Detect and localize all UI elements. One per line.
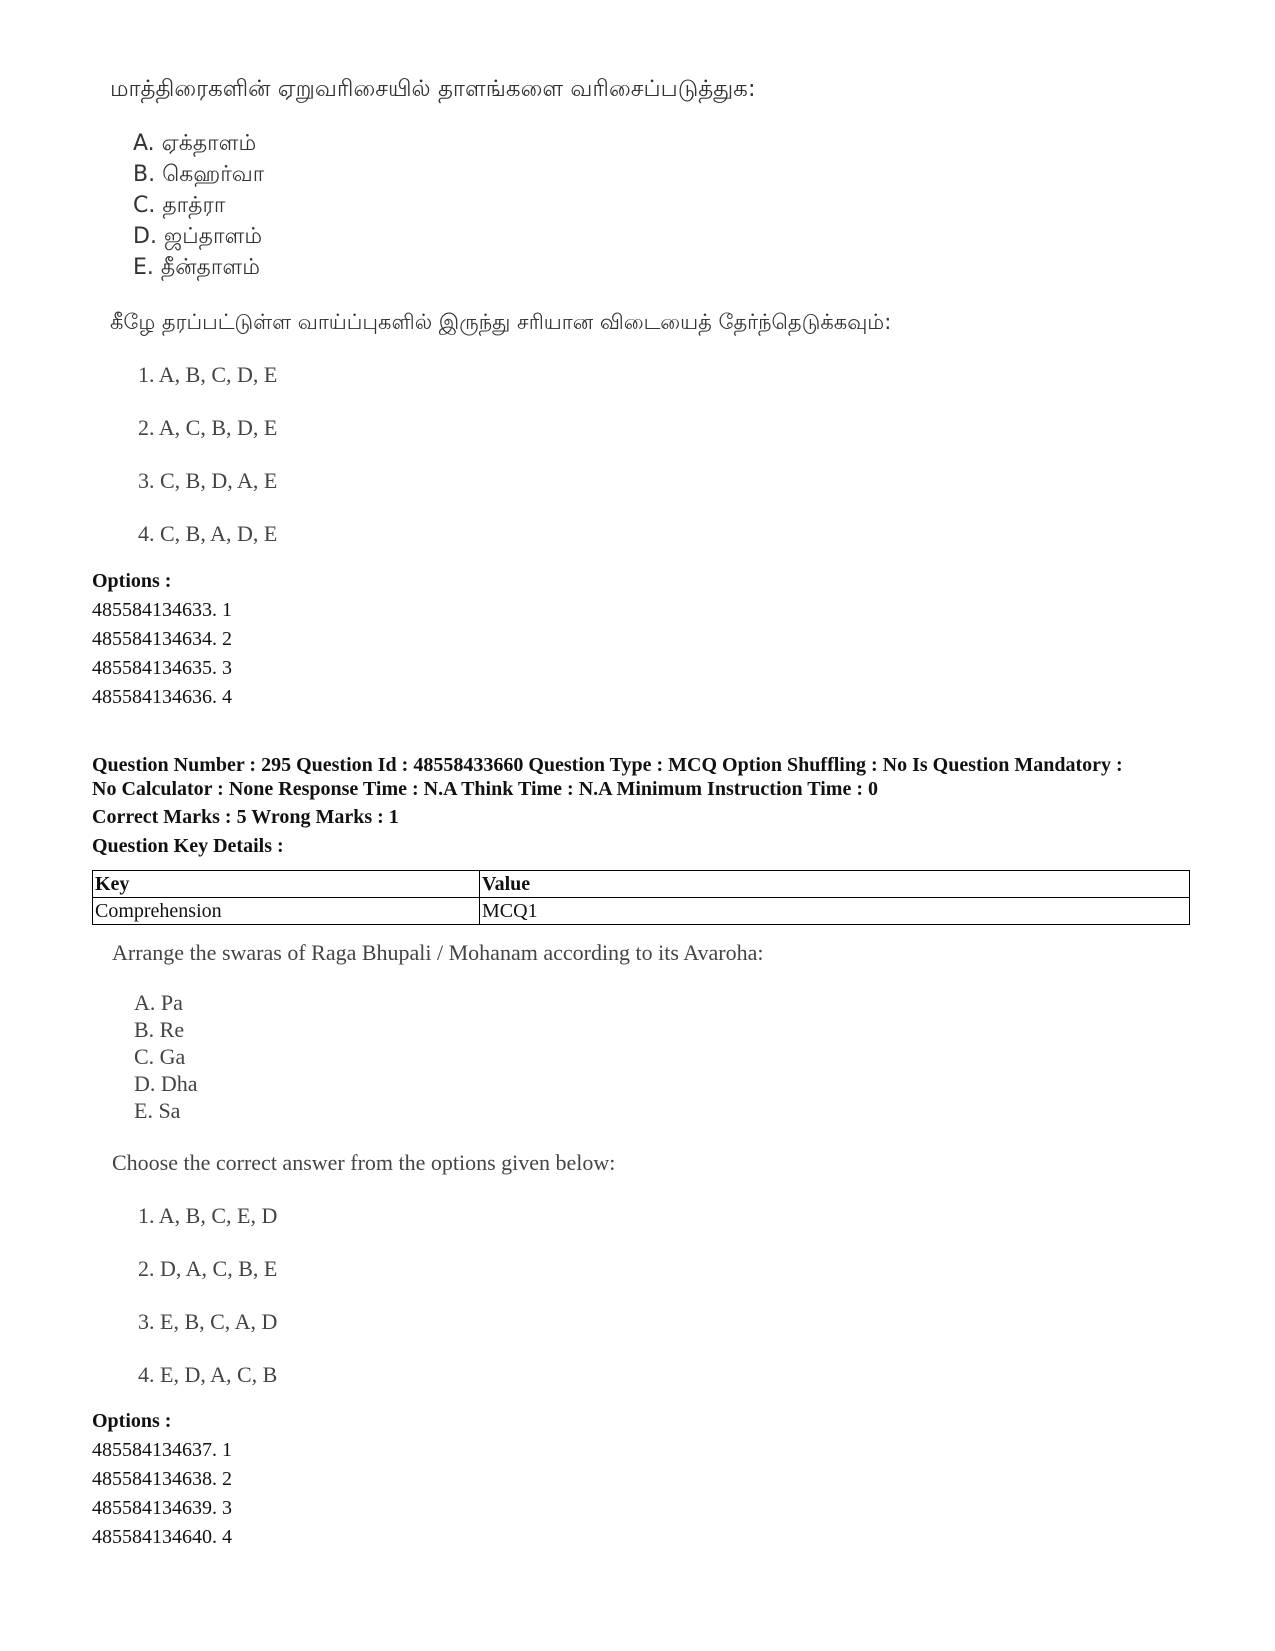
q2-answer-3: 3. E, B, C, A, D bbox=[138, 1309, 278, 1334]
q2-item-a: A. Pa bbox=[134, 990, 183, 1015]
q2-option-2: 485584134638. 2 bbox=[92, 1468, 232, 1490]
q2-answer-2: 2. D, A, C, B, E bbox=[138, 1256, 278, 1281]
table-cell-key: Comprehension bbox=[93, 898, 480, 925]
q2-options-label: Options : bbox=[92, 1410, 172, 1432]
q1-answer-1: 1. A, B, C, D, E bbox=[138, 362, 278, 387]
q1-option-1: 485584134633. 1 bbox=[92, 599, 232, 621]
table-header-key: Key bbox=[93, 871, 480, 898]
q2-item-c: C. Ga bbox=[134, 1044, 186, 1069]
q2-instruction: Choose the correct answer from the options given below: bbox=[112, 1150, 616, 1175]
q2-meta-line-2: No Calculator : None Response Time : N.A Think Time : N.A Minimum Instruction Time : 0 bbox=[92, 778, 878, 800]
question-key-table bbox=[92, 870, 1190, 925]
q2-item-b: B. Re bbox=[134, 1017, 185, 1042]
q1-item-b: B. கெஹர்வா bbox=[133, 162, 265, 187]
q1-option-3: 485584134635. 3 bbox=[92, 657, 232, 679]
q2-key-details-label: Question Key Details : bbox=[92, 835, 284, 857]
q2-question-text: Arrange the swaras of Raga Bhupali / Mohanam according to its Avaroha: bbox=[112, 940, 764, 965]
q1-item-e: E. தீன்தாளம் bbox=[133, 255, 260, 280]
q1-answer-4: 4. C, B, A, D, E bbox=[138, 521, 278, 546]
q1-instruction: கீழே தரப்பட்டுள்ள வாய்ப்புகளில் இருந்து சரியான விடையைத் தேர்ந்தெடுக்கவும்: bbox=[110, 310, 892, 334]
table-header-value: Value bbox=[480, 871, 1190, 898]
q1-answer-2: 2. A, C, B, D, E bbox=[138, 415, 278, 440]
q1-option-2: 485584134634. 2 bbox=[92, 628, 232, 650]
q2-answer-1: 1. A, B, C, E, D bbox=[138, 1203, 278, 1228]
table-header-row bbox=[93, 871, 1190, 898]
table-row bbox=[93, 898, 1190, 925]
q1-item-d: D. ஜப்தாளம் bbox=[133, 224, 263, 249]
q1-options-label: Options : bbox=[92, 570, 172, 592]
q2-option-4: 485584134640. 4 bbox=[92, 1526, 232, 1548]
q2-answer-4: 4. E, D, A, C, B bbox=[138, 1362, 278, 1387]
table-cell-value: MCQ1 bbox=[480, 898, 1190, 925]
q2-item-e: E. Sa bbox=[134, 1098, 181, 1123]
q1-item-c: C. தாத்ரா bbox=[133, 193, 226, 218]
q2-marks: Correct Marks : 5 Wrong Marks : 1 bbox=[92, 806, 399, 828]
q2-item-d: D. Dha bbox=[134, 1071, 198, 1096]
q1-option-4: 485584134636. 4 bbox=[92, 686, 232, 708]
q1-answer-3: 3. C, B, D, A, E bbox=[138, 468, 278, 493]
q2-meta-line-1: Question Number : 295 Question Id : 48558433660 Question Type : MCQ Option Shuffling : No Is Question Mandatory : bbox=[92, 754, 1123, 776]
q1-item-a: A. ஏக்தாளம் bbox=[133, 131, 257, 156]
q2-option-3: 485584134639. 3 bbox=[92, 1497, 232, 1519]
q1-question-text: மாத்திரைகளின் ஏறுவரிசையில் தாளங்களை வரிசைப்படுத்துக: bbox=[110, 76, 756, 102]
q2-option-1: 485584134637. 1 bbox=[92, 1439, 232, 1461]
